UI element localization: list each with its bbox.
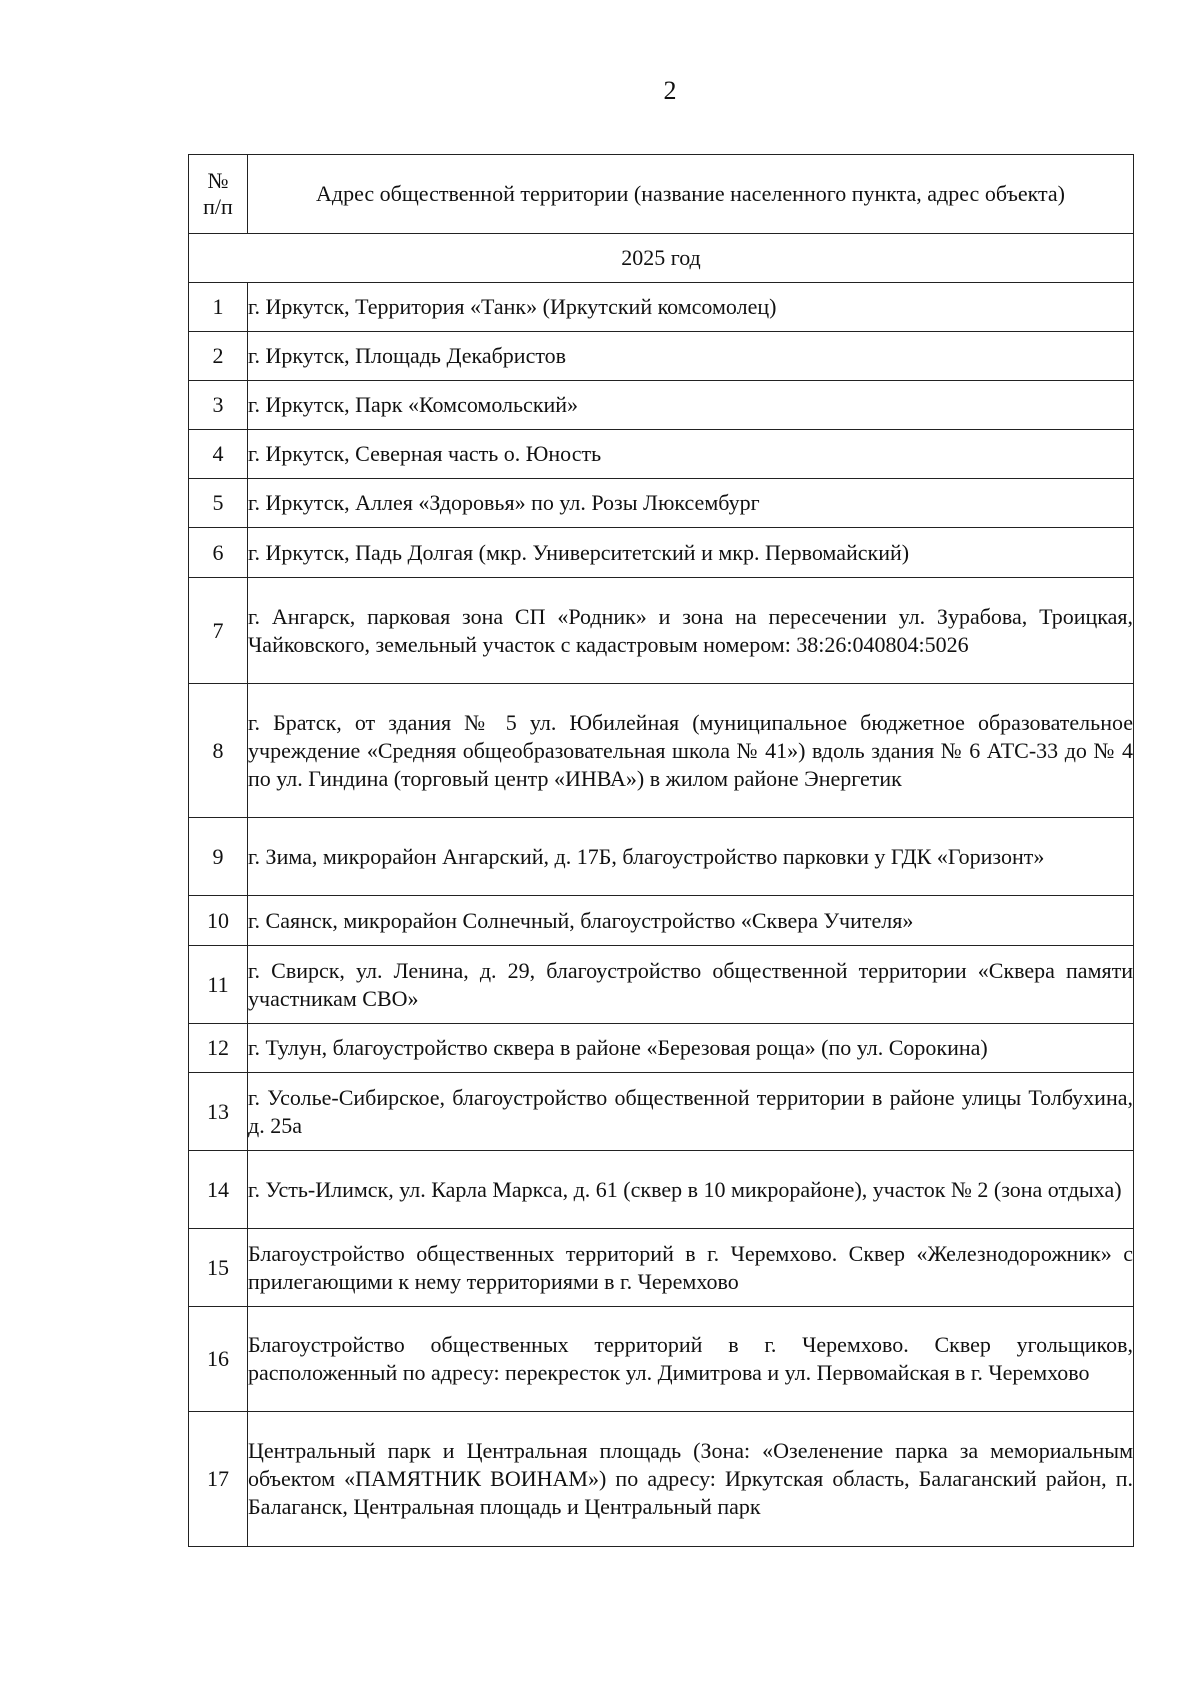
table-row	[189, 381, 1134, 430]
row-address: г. Иркутск, Площадь Декабристов	[248, 332, 1134, 381]
table-row	[189, 1307, 1134, 1412]
table-row	[189, 479, 1134, 528]
row-address: г. Свирск, ул. Ленина, д. 29, благоустройство общественной территории «Сквера памяти участникам СВО»	[248, 946, 1134, 1024]
row-address: г. Усть-Илимск, ул. Карла Маркса, д. 61 (сквер в 10 микрорайоне), участок № 2 (зона отдыха)	[248, 1151, 1134, 1229]
row-number: 6	[189, 528, 248, 578]
row-address: г. Усолье-Сибирское, благоустройство общественной территории в районе улицы Толбухина, д. 25а	[248, 1073, 1134, 1151]
table-row	[189, 578, 1134, 684]
row-address: г. Иркутск, Северная часть о. Юность	[248, 430, 1134, 479]
row-number: 15	[189, 1229, 248, 1307]
page-number: 2	[663, 76, 677, 105]
row-address: г. Иркутск, Аллея «Здоровья» по ул. Розы Люксембург	[248, 479, 1134, 528]
row-address: г. Зима, микрорайон Ангарский, д. 17Б, благоустройство парковки у ГДК «Горизонт»	[248, 818, 1134, 896]
table-row	[189, 818, 1134, 896]
year-row	[189, 234, 1134, 283]
column-header-number-line1: №	[207, 168, 229, 193]
column-header-address: Адрес общественной территории (название населенного пункта, адрес объекта)	[248, 155, 1134, 234]
row-address: г. Братск, от здания № 5 ул. Юбилейная (муниципальное бюджетное образовательное учреждение «Средняя общеобразовательная школа № 41») вдоль здания № 6 АТС-33 до № 4 по ул. Гиндина (торговый центр «ИНВА») в жилом районе Энергетик	[248, 684, 1134, 818]
row-number: 16	[189, 1307, 248, 1412]
row-number: 13	[189, 1073, 248, 1151]
row-address: г. Саянск, микрорайон Солнечный, благоустройство «Сквера Учителя»	[248, 896, 1134, 946]
row-number: 5	[189, 479, 248, 528]
row-number: 9	[189, 818, 248, 896]
row-number: 7	[189, 578, 248, 684]
row-number: 10	[189, 896, 248, 946]
row-address: Благоустройство общественных территорий в г. Черемхово. Сквер «Железнодорожник» с прилегающими к нему территориями в г. Черемхово	[248, 1229, 1134, 1307]
table-row	[189, 896, 1134, 946]
table-row	[189, 1073, 1134, 1151]
row-number: 8	[189, 684, 248, 818]
column-header-number-line2: п/п	[203, 194, 233, 219]
row-address: Центральный парк и Центральная площадь (Зона: «Озеленение парка за мемориальным объектом «ПАМЯТНИК ВОИНАМ») по адресу: Иркутская область, Балаганский район, п. Балаганск, Центральная площадь и Центральный парк	[248, 1412, 1134, 1547]
row-number: 1	[189, 283, 248, 332]
row-number: 12	[189, 1024, 248, 1073]
table-row	[189, 1229, 1134, 1307]
table-row	[189, 528, 1134, 578]
table-row	[189, 283, 1134, 332]
row-address: г. Иркутск, Падь Долгая (мкр. Университетский и мкр. Первомайский)	[248, 528, 1134, 578]
row-address: г. Тулун, благоустройство сквера в районе «Березовая роща» (по ул. Сорокина)	[248, 1024, 1134, 1073]
table-row	[189, 684, 1134, 818]
year-label: 2025 год	[189, 234, 1134, 283]
table-header-row	[189, 155, 1134, 234]
column-header-number	[189, 155, 248, 234]
table-row	[189, 1151, 1134, 1229]
row-address: г. Иркутск, Территория «Танк» (Иркутский комсомолец)	[248, 283, 1134, 332]
row-address: г. Ангарск, парковая зона СП «Родник» и зона на пересечении ул. Зурабова, Троицкая, Чайковского, земельный участок с кадастровым номером: 38:26:040804:5026	[248, 578, 1134, 684]
table-row	[189, 1412, 1134, 1547]
table-row	[189, 430, 1134, 479]
row-number: 17	[189, 1412, 248, 1547]
row-address: Благоустройство общественных территорий в г. Черемхово. Сквер угольщиков, расположенный по адресу: перекресток ул. Димитрова и ул. Первомайская в г. Черемхово	[248, 1307, 1134, 1412]
row-address: г. Иркутск, Парк «Комсомольский»	[248, 381, 1134, 430]
row-number: 2	[189, 332, 248, 381]
row-number: 4	[189, 430, 248, 479]
row-number: 3	[189, 381, 248, 430]
territories-table	[188, 154, 1134, 1547]
table-row	[189, 332, 1134, 381]
table-row	[189, 1024, 1134, 1073]
row-number: 14	[189, 1151, 248, 1229]
table-row	[189, 946, 1134, 1024]
row-number: 11	[189, 946, 248, 1024]
